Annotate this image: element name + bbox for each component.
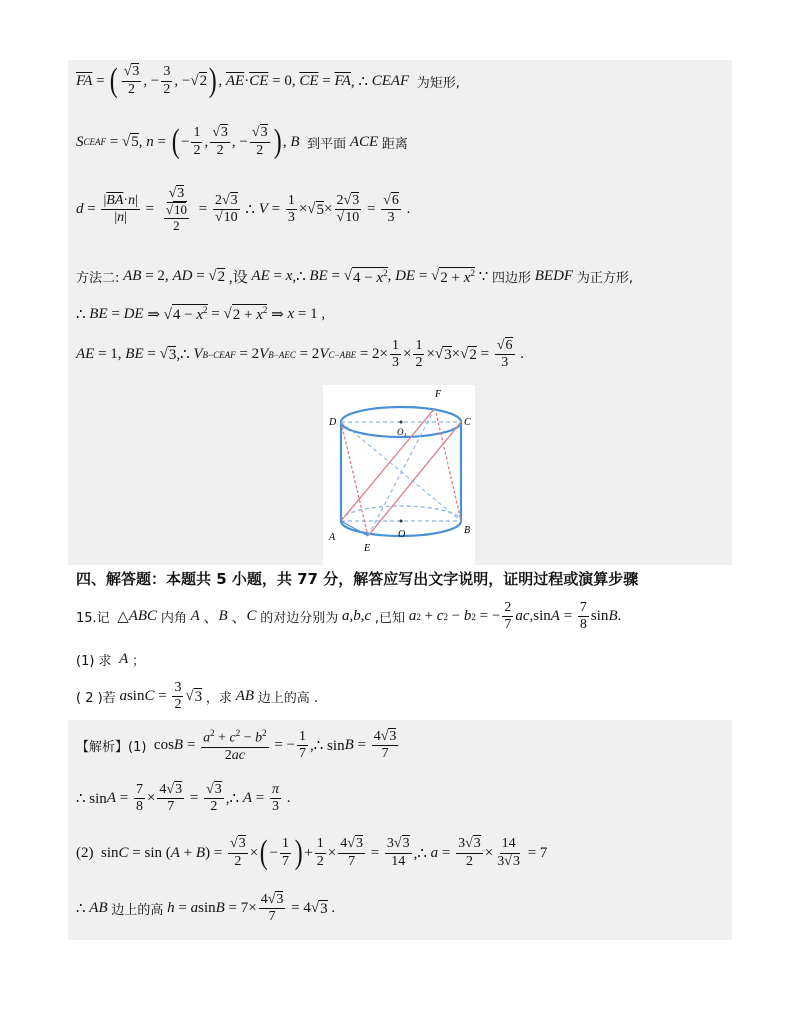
line-method-two: 方法二: AB = 2, AD = √ 2 ,设 AE = x ,∴ BE = √ $4 - x^2$ , DE = √ $2 + x^2$ ∵ 四边形 BEDF 为正方形,	[76, 267, 633, 286]
solution-tag: 【解析】(1)	[76, 740, 147, 756]
label-D: D	[329, 417, 337, 428]
part-2-label: (2)	[76, 844, 94, 861]
solution-height: ∴ AB 边上的高 h = a sin B = 7× $\frac{4√3}{7}$ = 4√ 3 .	[76, 892, 336, 925]
therefore-symbol: ∴	[76, 901, 86, 918]
question-1-label: (1) 求	[76, 654, 112, 669]
question-2-end: 边上的高 .	[257, 691, 319, 707]
problem-15-stem: 15.记 △ ABC 内角 A 、 B 、 C 的对边分别为 a , b , c ,已知 a 2 + c 2 − b 2 = − $\frac{2}{7}$ ac ,sin A = $\frac{7}{8}$ sin B .	[76, 600, 622, 633]
label-O1: O₁	[397, 427, 407, 437]
question-1: (1) 求 A ；	[76, 651, 145, 669]
label-C: C	[464, 417, 471, 428]
line-volume-method2: AE = 1, BE = √ 3 ,∴ V B−CEAF = 2 V B−AEC = 2 V C−ABE = 2× $\frac{1}{3}$ × $\frac{1}{2}$ ×√ 3 ×√ 2 = $\frac{√6}{3}$ .	[76, 338, 525, 371]
opposite-sides-text: 的对边分别为	[260, 611, 339, 627]
problem-15-prefix: 15.记	[76, 611, 110, 627]
method-two-label: 方法二:	[76, 271, 120, 286]
cylinder-diagram	[323, 385, 475, 565]
line-fa-vector: $\overline{FA}$ = ( $\frac{√3}{2}$ , − $\frac{3}{2}$ , −√ 2 ) , $\overline{AE}$ · $\overline{CE}$ = 0, $\overline{CE}$ = $\overline{FA}$ , ∴ CEAF 为矩形,	[76, 62, 460, 99]
inner-angle-text: 内角	[160, 611, 187, 627]
question-2-mid: ，求	[205, 691, 232, 707]
label-A: A	[329, 532, 336, 543]
label-E: E	[364, 543, 371, 554]
quadrilateral-text: 四边形	[491, 271, 531, 286]
label-F: F	[435, 389, 442, 400]
solution-sin-a: ∴ sin A = $\frac{7}{8}$ × $\frac{4√3}{7}$ = $\frac{√3}{2}$ ,∴ A = $\frac{\pi}{3}$ .	[76, 782, 291, 815]
label-B: B	[464, 525, 471, 536]
line-area-normal: S CEAF = √ 5 , n = ( − $\frac{1}{2}$ , $\frac{√3}{2}$ , − $\frac{√3}{2}$ ) , B 到平面 ACE 距离	[76, 123, 408, 160]
solution-part-1: 【解析】(1) cos B = $\frac{a^2 + c^2 - b^2}{2ac}$ = − $\frac{1}{7}$ ,∴ sin B = $\frac{4√3}{7}$	[76, 728, 397, 763]
question-2-prefix: ( 2 )若	[76, 691, 116, 707]
line-distance-volume: d = $\frac{|\overline{BA}\cdot n|}{|n|}$ = $\frac{√3}{\frac{√10}{2}}$ = $\frac{2√3}{√10}$ ∴ V = $\frac{1}{3}$ ×√ 5 × $\frac{2√3}{√10}$ = $\frac{√6}{3}$ .	[76, 186, 411, 234]
rectangle-text: 为矩形,	[416, 75, 460, 91]
bedf-label: BEDF	[534, 268, 574, 284]
solution-part-2: (2) sin C = sin ( A + B ) = $\frac{√3}{2}$ × ( − $\frac{1}{7}$ ) + $\frac{1}{2}$ × $\frac{4√3}{7}$ = $\frac{3√3}{14}$ ,∴ a = $\frac{3√3}{2}$ × $\frac{14}{3√3}$ = 7	[76, 834, 548, 871]
line-be-de: ∴ BE = DE ⇒ √ $4 - x^2$ = √ $2 + x^2$ ⇒ x = 1 ,	[76, 305, 326, 323]
square-text: 为正方形,	[576, 271, 633, 286]
height-text: 边上的高	[111, 903, 164, 919]
given-text: ,已知	[374, 611, 406, 627]
label-O: O	[398, 529, 406, 540]
distance-text: 距离	[381, 136, 408, 152]
question-2: ( 2 )若 a sin C = $\frac{3}{2}$ √ 3 ，求 AB 边上的高 .	[76, 680, 319, 713]
plane-ace: ACE	[349, 133, 379, 150]
to-plane-text: 到平面	[307, 136, 347, 152]
cylinder-figure	[323, 385, 475, 565]
section-heading: 四、解答题：本题共 5 小题，共 77 分，解答应写出文字说明，证明过程或演算步骤	[76, 570, 639, 588]
